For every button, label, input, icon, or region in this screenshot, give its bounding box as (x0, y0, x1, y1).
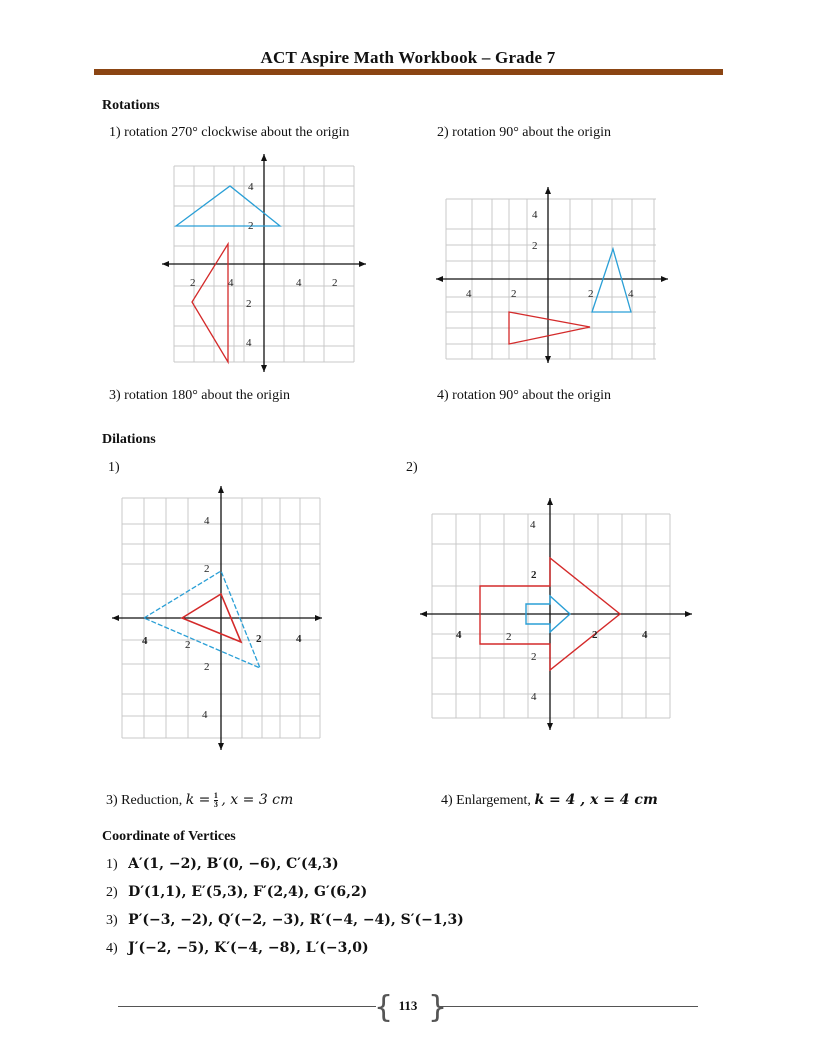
dilation-problem-4 (441, 792, 658, 809)
item-number: 1) (106, 857, 118, 872)
tick-label: 4 (246, 337, 252, 349)
dilation-problem-3 (106, 792, 293, 809)
footer-rule-right (440, 1006, 698, 1007)
tick-label: 2 (592, 629, 598, 641)
item-number: 3) (106, 913, 118, 928)
header-rule (94, 69, 723, 75)
right-brace-ornament: } (428, 990, 448, 1025)
tick-label: 4 (204, 515, 210, 527)
tick-label: 2 (185, 639, 191, 651)
problem-math: k = 4 , x = 4 cm (534, 792, 658, 808)
rotation-graph-2 (432, 185, 672, 365)
rotations-heading: Rotations (102, 98, 160, 113)
tick-label: 4 (228, 277, 234, 289)
tick-label: 4 (530, 519, 536, 531)
tick-label: 2 (332, 277, 338, 289)
tick-label: 2 (248, 220, 254, 232)
rotation-problem-3: 3) rotation 180° about the origin (109, 388, 290, 403)
tick-label: 4 (296, 633, 302, 645)
tick-label: 2 (531, 569, 537, 581)
vertex-list-item (106, 884, 367, 901)
image-triangle (192, 244, 228, 362)
problem-text: 3) Reduction, (106, 793, 183, 808)
tick-label: 4 (248, 181, 254, 193)
vertex-coordinates: P′(−3, −2), Q′(−2, −3), R′(−4, −4), S′(−1,3) (128, 912, 464, 928)
tick-label: 4 (466, 288, 472, 300)
vertex-list-item (106, 856, 339, 873)
vertex-list-item (106, 940, 369, 957)
vertex-coordinates: D′(1,1), E′(5,3), F′(2,4), G′(6,2) (128, 884, 368, 900)
rotation-graph-1 (160, 152, 370, 374)
tick-label: 2 (506, 631, 512, 643)
tick-label: 2 (204, 563, 210, 575)
tick-label: 4 (628, 288, 634, 300)
tick-label: 2 (588, 288, 594, 300)
preimage-triangle (144, 571, 260, 668)
rotation-problem-4: 4) rotation 90° about the origin (437, 388, 611, 403)
coordinates-heading: Coordinate of Vertices (102, 829, 236, 844)
tick-label: 4 (532, 209, 538, 221)
fraction-numerator: 1 (213, 791, 218, 801)
vertex-list-item (106, 912, 464, 929)
tick-label: 2 (256, 633, 262, 645)
item-number: 4) (106, 941, 118, 956)
tick-label: 4 (456, 629, 462, 641)
dilation-graph-1 (108, 484, 324, 754)
page-header-title: ACT Aspire Math Workbook – Grade 7 (260, 48, 556, 67)
tick-label: 4 (642, 629, 648, 641)
problem-math: , x = 3 cm (221, 792, 294, 808)
tick-label: 2 (246, 298, 252, 310)
tick-label: 4 (142, 635, 148, 647)
fraction-denominator: 3 (213, 800, 218, 810)
tick-label: 4 (202, 709, 208, 721)
item-number: 2) (106, 885, 118, 900)
tick-label: 2 (532, 240, 538, 252)
fraction (214, 792, 218, 809)
vertex-coordinates: J′(−2, −5), K′(−4, −8), L′(−3,0) (128, 940, 369, 956)
footer-rule-left (118, 1006, 376, 1007)
rotation-problem-2: 2) rotation 90° about the origin (437, 125, 611, 140)
dilation-problem-1: 1) (108, 460, 120, 475)
left-brace-ornament: { (374, 990, 394, 1025)
tick-label: 2 (190, 277, 196, 289)
page-number: 113 (398, 998, 418, 1013)
rotation-problem-1: 1) rotation 270° clockwise about the origin (109, 125, 350, 140)
tick-label: 2 (511, 288, 517, 300)
problem-text: 4) Enlargement, (441, 793, 531, 808)
tick-label: 4 (531, 691, 537, 703)
tick-label: 2 (204, 661, 210, 673)
dilation-problem-2: 2) (406, 460, 418, 475)
dilation-graph-2 (418, 494, 694, 734)
tick-label: 4 (296, 277, 302, 289)
dilations-heading: Dilations (102, 432, 156, 447)
tick-label: 2 (531, 651, 537, 663)
problem-math: k = (185, 792, 211, 808)
vertex-coordinates: A′(1, −2), B′(0, −6), C′(4,3) (128, 856, 339, 872)
